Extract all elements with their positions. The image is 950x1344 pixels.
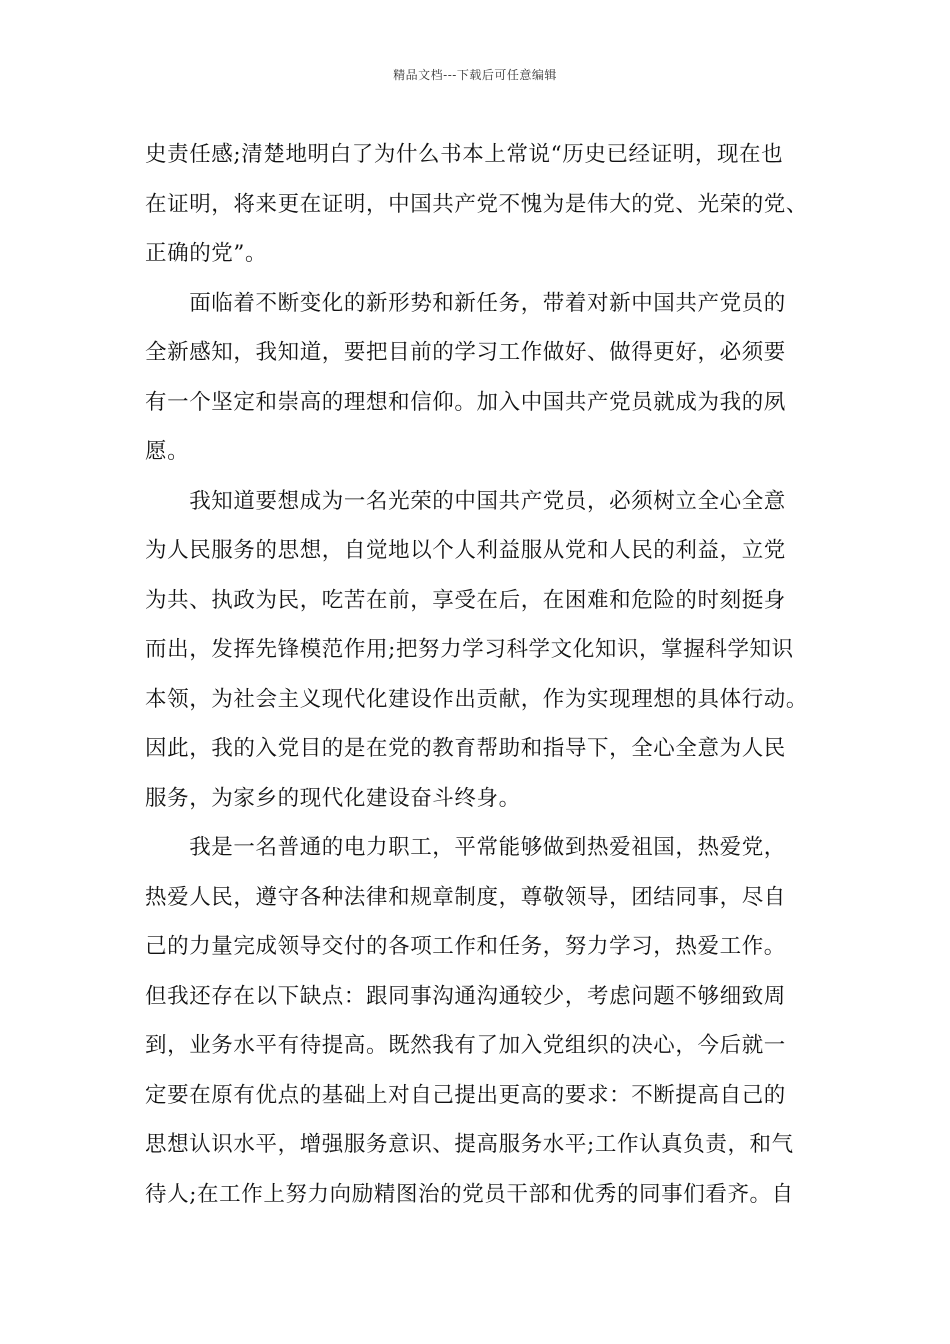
text-line: 到，业务水平有待提高。既然我有了加入党组织的决心，今后就一 — [145, 1033, 786, 1058]
text-line: 思想认识水平，增强服务意识、提高服务水平;工作认真负责，和气 — [145, 1132, 794, 1157]
text-line: 正确的党”。 — [145, 241, 268, 266]
text-line: 定要在原有优点的基础上对自己提出更高的要求：不断提高自己的 — [145, 1082, 786, 1108]
text-line: 我是一名普通的电力职工，平常能够做到热爱祖国，热爱党， — [145, 835, 786, 860]
text-line: 本领，为社会主义现代化建设作出贡献，作为实现理想的具体行动。 — [145, 686, 809, 712]
text-line: 愿。 — [145, 439, 190, 464]
document-header: 精品文档---下载后可任意编辑 — [393, 68, 557, 82]
text-line: 热爱人民，遵守各种法律和规章制度，尊敬领导，团结同事，尽自 — [145, 884, 786, 910]
text-line: 面临着不断变化的新形势和新任务，带着对新中国共产党员的 — [145, 290, 786, 316]
text-line: 为人民服务的思想，自觉地以个人利益服从党和人民的利益，立党 — [145, 538, 786, 563]
document-body — [145, 130, 817, 1219]
text-line: 史责任感;清楚地明白了为什么书本上常说“历史已经证明，现在也 — [145, 142, 784, 167]
text-line: 为共、执政为民，吃苦在前，享受在后，在困难和危险的时刻挺身 — [145, 587, 786, 613]
text-line: 我知道要想成为一名光荣的中国共产党员，必须树立全心全意 — [145, 488, 786, 514]
text-line: 己的力量完成领导交付的各项工作和任务，努力学习，热爱工作。 — [145, 934, 786, 959]
text-line: 全新感知，我知道，要把目前的学习工作做好、做得更好，必须要 — [145, 340, 786, 365]
text-line: 在证明，将来更在证明，中国共产党不愧为是伟大的党、光荣的党、 — [145, 191, 809, 217]
text-line: 待人;在工作上努力向励精图治的党员干部和优秀的同事们看齐。自 — [145, 1181, 794, 1207]
text-line: 有一个坚定和崇高的理想和信仰。加入中国共产党员就成为我的夙 — [145, 389, 786, 415]
text-line: 因此，我的入党目的是在党的教育帮助和指导下，全心全意为人民 — [145, 736, 786, 761]
text-line: 但我还存在以下缺点：跟同事沟通沟通较少，考虑问题不够细致周 — [145, 983, 786, 1009]
text-line: 服务，为家乡的现代化建设奋斗终身。 — [145, 785, 521, 811]
text-line: 而出，发挥先锋模范作用;把努力学习科学文化知识，掌握科学知识 — [145, 637, 794, 662]
